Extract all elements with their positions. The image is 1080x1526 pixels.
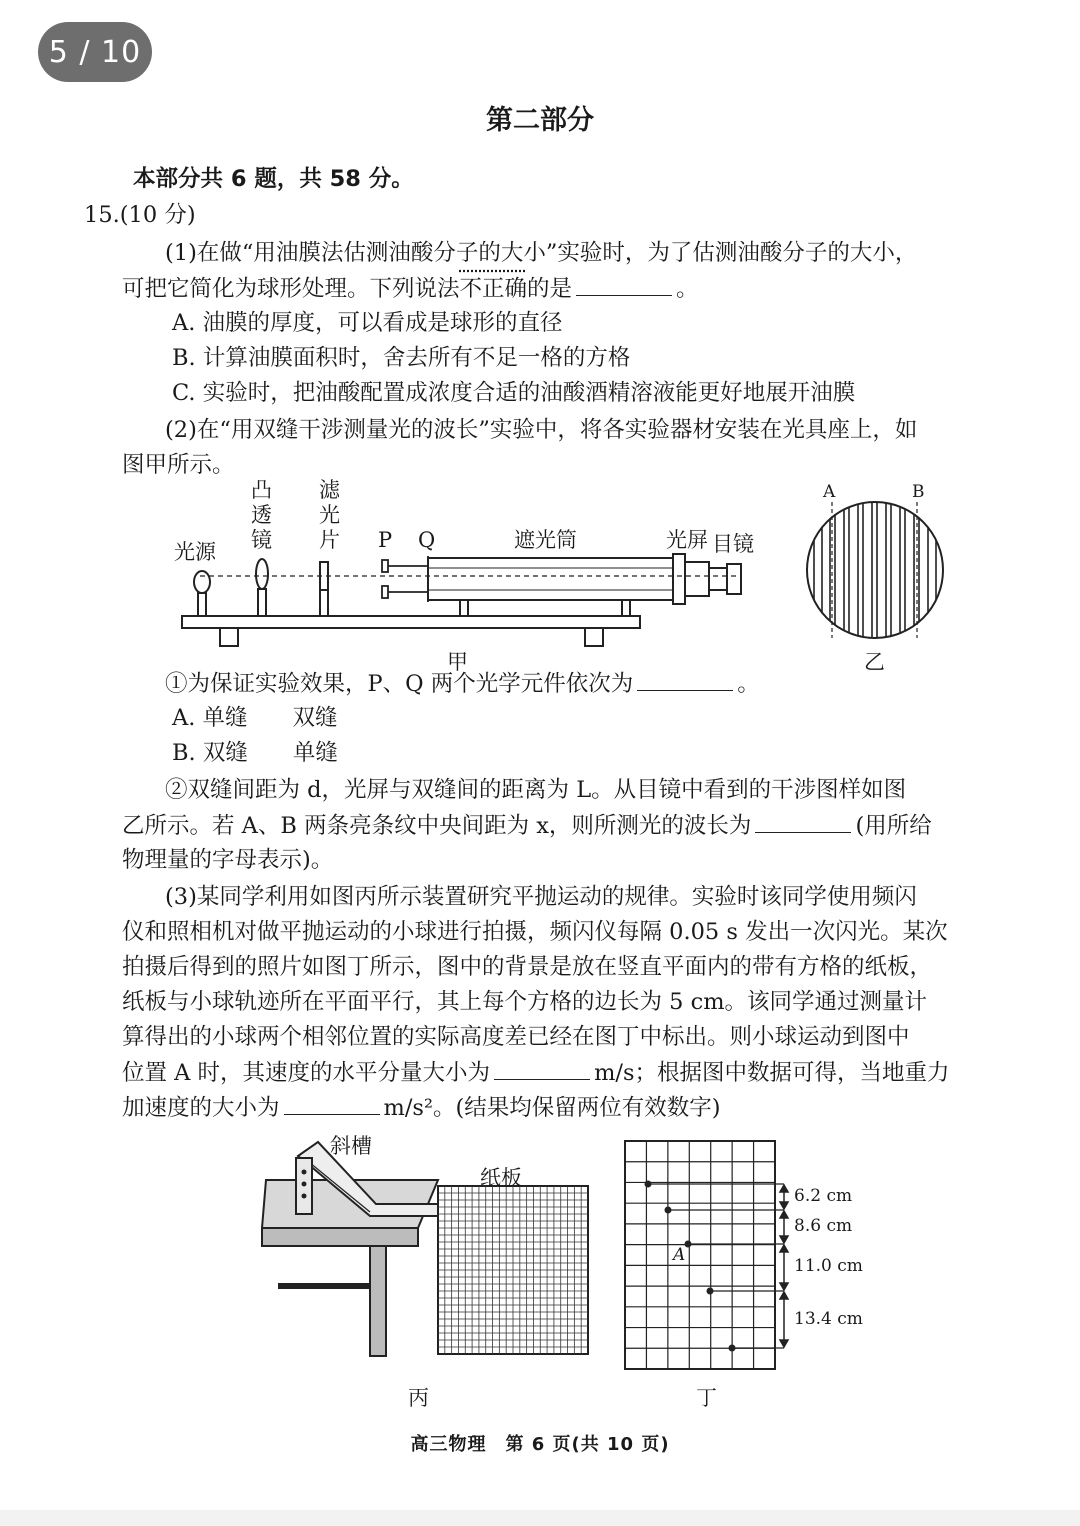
label-q: Q [418,528,436,552]
label-chute: 斜槽 [330,1134,372,1158]
label-eyepiece: 目镜 [712,532,754,556]
section-title: 第二部分 [486,105,594,136]
sub1-option-a: A. 单缝 双缝 [172,705,338,731]
page-footer: 高三物理 第 6 页(共 10 页) [410,1434,670,1455]
part2-sub2-line2 [122,810,932,841]
part2-sub2-line3: 物理量的字母表示)。 [122,847,334,873]
part3-line7 [122,1092,721,1123]
answer-blank [576,273,672,296]
part2-sub2-line1: ②双缝间距为 d，光屏与双缝间的距离为 L。从目镜中看到的干涉图样如图 [165,777,907,803]
figure-bing-apparatus [258,1136,598,1366]
part3-line4: 纸板与小球轨迹所在平面平行，其上每个方格的边长为 5 cm。该同学通过测量计 [122,989,928,1015]
caption-bing: 丙 [408,1386,429,1410]
option-a: A. 油膜的厚度，可以看成是球形的直径 [172,310,563,336]
part1-line2-end: 。 [676,276,699,302]
label-height-2: 8.6 cm [794,1216,853,1236]
part2-sub1 [165,668,760,699]
label-filter [319,478,340,553]
part3-line6 [122,1057,950,1088]
label-fringe-b: B [912,482,925,502]
label-board: 纸板 [480,1166,522,1190]
part3-line2: 仪和照相机对做平抛运动的小球进行拍摄，频闪仪每隔 0.05 s 发出一次闪光。某次 [122,919,948,945]
part3-line7-post: m/s²。(结果均保留两位有效数字) [383,1095,721,1121]
part1-line2-post: 的是 [527,276,573,302]
part2-sub1-end: 。 [737,671,760,697]
question-number: 15.(10 分) [84,202,196,228]
part3-line3: 拍摄后得到的照片如图丁所示，图中的背景是放在竖直平面内的带有方格的纸板， [122,954,933,980]
label-filter-char: 光 [319,503,340,527]
label-height-4: 13.4 cm [794,1309,863,1329]
part3-line6-text: 位置 A 时，其速度的水平分量大小为 [122,1060,491,1086]
label-filter-char: 滤 [319,478,340,502]
caption-ding: 丁 [696,1386,717,1410]
part2-sub2-post: (用所给 [855,813,932,839]
caption-jia: 甲 [447,650,468,674]
part3-line7-text: 加速度的大小为 [122,1095,280,1121]
section-intro: 本部分共 6 题，共 58 分。 [133,166,414,192]
part3-line5: 算得出的小球两个相邻位置的实际高度差已经在图丁中标出。则小球运动到图中 [122,1024,910,1050]
part1-line2 [122,273,699,304]
figure-yi-fringes [800,498,950,643]
label-position-a: A [673,1245,686,1265]
part2-sub1-text: ①为保证实验效果，P、Q 两个光学元件依次为 [165,671,634,697]
page-indicator: 5 / 10 [38,22,152,82]
label-lens-char: 透 [251,503,272,527]
answer-blank [284,1092,380,1115]
sub1-option-b: B. 双缝 单缝 [172,740,338,766]
label-lens-char: 镜 [251,528,272,552]
part3-line1: (3)某同学利用如图丙所示装置研究平抛运动的规律。实验时该同学使用频闪 [165,884,917,910]
label-lens-char: 凸 [251,478,272,502]
caption-yi: 乙 [864,650,885,674]
label-tube: 遮光筒 [514,528,577,552]
part2-line2: 图甲所示。 [122,452,235,478]
label-p: P [378,528,393,552]
option-b: B. 计算油膜面积时，舍去所有不足一格的方格 [172,345,631,371]
label-lens [251,478,272,553]
label-fringe-a: A [823,482,836,502]
answer-blank [755,810,851,833]
label-height-3: 11.0 cm [794,1256,863,1276]
part2-line1: (2)在“用双缝干涉测量光的波长”实验中，将各实验器材安装在光具座上，如 [165,417,918,443]
part1-line1: (1)在做“用油膜法估测油酸分子的大小”实验时，为了估测油酸分子的大小， [165,240,918,266]
bottom-bar [0,1510,1080,1526]
answer-blank [494,1057,590,1080]
emphasis-text: 不正确 [459,276,528,302]
answer-blank [637,668,733,691]
label-height-1: 6.2 cm [794,1186,853,1206]
option-c: C. 实验时，把油酸配置成浓度合适的油酸酒精溶液能更好地展开油膜 [172,380,856,406]
part2-sub2-text: 乙所示。若 A、B 两条亮条纹中央间距为 x，则所测光的波长为 [122,813,752,839]
label-filter-char: 片 [319,528,340,552]
label-screen: 光屏 [666,528,708,552]
part1-line2-pre: 可把它简化为球形处理。下列说法 [122,276,460,302]
label-light-source: 光源 [174,540,216,564]
part3-line6-post: m/s；根据图中数据可得，当地重力 [594,1060,950,1086]
